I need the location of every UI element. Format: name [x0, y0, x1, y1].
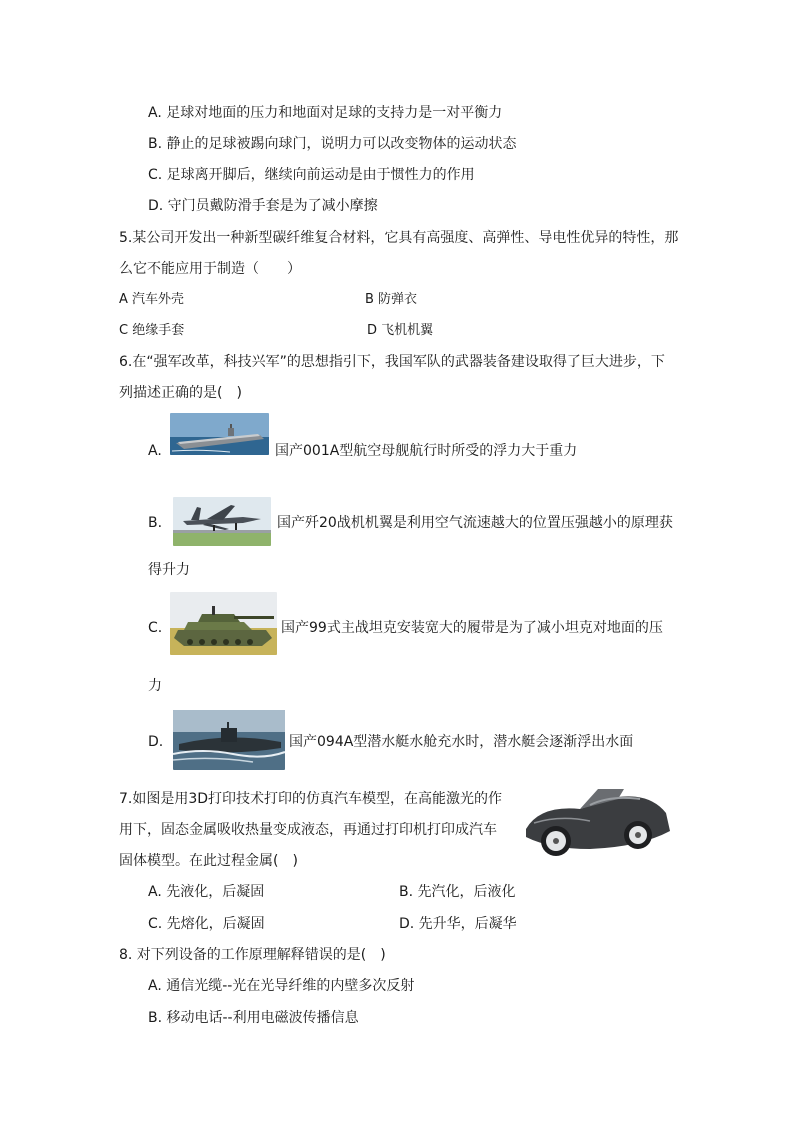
q6-option-a-letter: A.: [148, 443, 162, 459]
q6-option-b-letter: B.: [148, 515, 163, 531]
q5-stem-line2: 么它不能应用于制造（ ）: [119, 261, 301, 277]
q5-option-c: C 绝缘手套: [119, 323, 185, 338]
q6-option-d-letter: D.: [148, 734, 164, 750]
q6-option-b-text: 国产歼20战机机翼是利用空气流速越大的位置压强越小的原理获: [277, 515, 673, 531]
q6-stem-line1: 6.在“强军改革，科技兴军”的思想指引下，我国军队的武器装备建设取得了巨大进步，下: [119, 354, 665, 370]
tank-image: [170, 592, 277, 655]
q6-option-b-cont: 得升力: [148, 562, 190, 578]
q5-option-d: D 飞机机翼: [367, 323, 434, 338]
q7-stem-line2: 用下，固态金属吸收热量变成液态，再通过打印机打印成汽车: [119, 822, 497, 838]
q6-option-a-text: 国产001A型航空母舰航行时所受的浮力大于重力: [275, 443, 578, 459]
q8-stem: 8. 对下列设备的工作原理解释错误的是( ): [119, 947, 386, 963]
q4-option-a: A. 足球对地面的压力和地面对足球的支持力是一对平衡力: [148, 105, 503, 121]
aircraft-carrier-image: [170, 413, 269, 455]
q6-option-c-letter: C.: [148, 620, 163, 636]
q6-option-c-cont: 力: [148, 678, 162, 694]
q6-stem-line2: 列描述正确的是( ): [119, 385, 242, 401]
q4-option-b: B. 静止的足球被踢向球门，说明力可以改变物体的运动状态: [148, 136, 517, 152]
q5-stem-line1: 5.某公司开发出一种新型碳纤维复合材料，它具有高强度、高弹性、导电性优异的特性，那: [119, 230, 679, 246]
3d-printed-car-image: [520, 775, 672, 867]
fighter-jet-image: [173, 497, 271, 546]
q7-option-a: A. 先液化，后凝固: [148, 884, 265, 900]
submarine-image: [173, 710, 285, 770]
q8-option-a: A. 通信光缆--光在光导纤维的内壁多次反射: [148, 978, 415, 994]
q6-option-d-text: 国产094A型潜水艇水舱充水时，潜水艇会逐渐浮出水面: [289, 734, 634, 750]
q6-option-c-text: 国产99式主战坦克安装宽大的履带是为了减小坦克对地面的压: [281, 620, 663, 636]
q5-option-b: B 防弹衣: [365, 292, 418, 307]
q5-option-a: A 汽车外壳: [119, 292, 185, 307]
q7-option-b: B. 先汽化，后液化: [399, 884, 516, 900]
q7-option-d: D. 先升华，后凝华: [399, 916, 517, 932]
q7-stem-line1: 7.如图是用3D打印技术打印的仿真汽车模型，在高能激光的作: [119, 791, 503, 807]
q4-option-d: D. 守门员戴防滑手套是为了减小摩擦: [148, 198, 378, 214]
q7-stem-line3: 固体模型。在此过程金属( ): [119, 853, 298, 869]
q4-option-c: C. 足球离开脚后，继续向前运动是由于惯性力的作用: [148, 167, 475, 183]
q8-option-b: B. 移动电话--利用电磁波传播信息: [148, 1010, 359, 1026]
q7-option-c: C. 先熔化，后凝固: [148, 916, 265, 932]
